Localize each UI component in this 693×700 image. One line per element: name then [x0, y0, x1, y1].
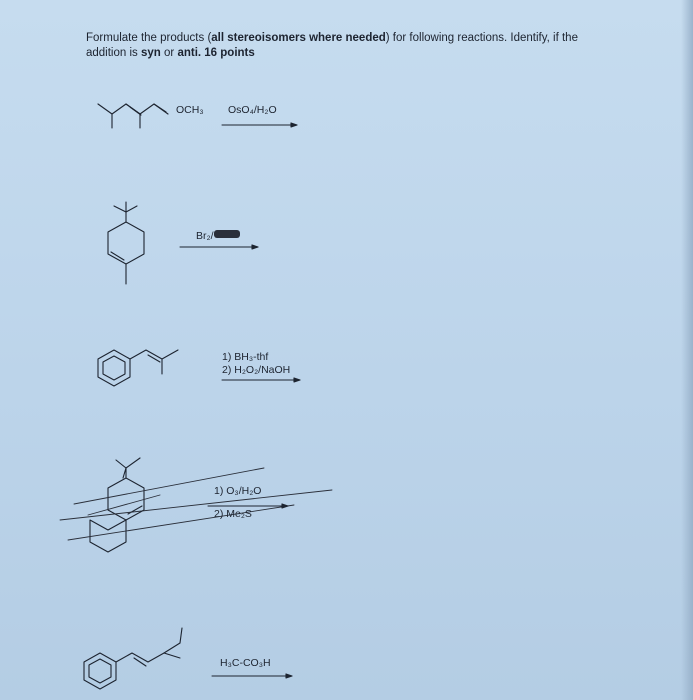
- reaction-3-structure: [98, 350, 178, 386]
- reaction-1-structure: [98, 104, 168, 128]
- instructions-anti: anti: [177, 47, 198, 59]
- scribbled-out-solvent: [214, 230, 240, 238]
- instructions-or: or: [160, 47, 178, 59]
- reaction-3-reagent-step2: 2) H₂O₂/NaOH: [222, 364, 291, 376]
- instructions-lead: Formulate the products (: [86, 32, 212, 44]
- reaction-4-arrowhead: [282, 504, 288, 508]
- reaction-2-arrowhead: [252, 245, 258, 249]
- reaction-3-reagent-step1: 1) BH₃-thf: [222, 351, 269, 363]
- instructions-points: . 16 points: [197, 47, 255, 59]
- reaction-4-reagent-step2: 2) Me₂S: [214, 508, 252, 520]
- reaction-4-reagent-step1: 1) O₃/H₂O: [214, 485, 262, 497]
- reaction-5-arrowhead: [286, 674, 292, 678]
- reaction-4-scribbles: [60, 468, 332, 540]
- reaction-5-structure: [84, 628, 182, 689]
- instructions-syn: syn: [140, 47, 161, 59]
- instructions-bold: all stereoisomers where needed: [211, 32, 386, 44]
- reaction-1-arrowhead: [291, 123, 297, 127]
- reaction-4-structure: [90, 458, 144, 552]
- reaction-5-reagent: H₃C-CO₃H: [220, 657, 271, 669]
- reaction-3-arrowhead: [294, 378, 300, 382]
- reaction-1-substituent: OCH₃: [176, 104, 204, 116]
- reaction-1-reagent: OsO₄/H₂O: [228, 104, 277, 116]
- reaction-2-structure: [108, 202, 144, 284]
- reaction-2-reagent: Br₂/: [196, 230, 214, 242]
- instructions-mid: ) for following reactions. Identify, if the addition is: [86, 32, 578, 59]
